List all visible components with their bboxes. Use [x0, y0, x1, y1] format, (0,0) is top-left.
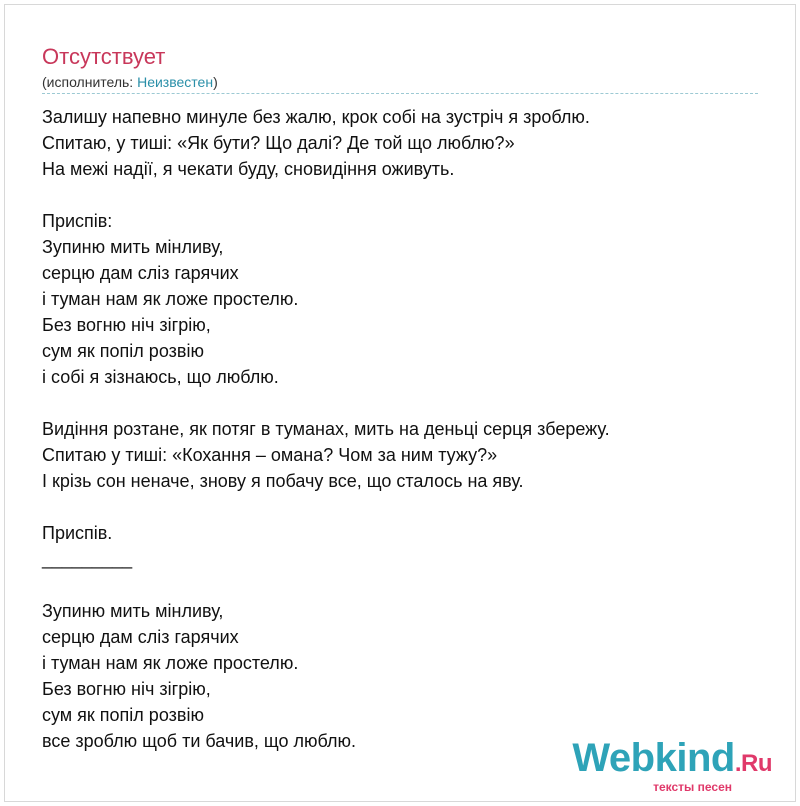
lyrics-line: Залишу напевно минуле без жалю, крок собі на зустріч я зроблю. [42, 107, 590, 127]
song-title: Отсутствует [42, 44, 166, 69]
site-logo[interactable] [572, 736, 772, 794]
lyrics-line: сум як попіл розвію [42, 341, 204, 361]
lyrics-line: Видіння розтане, як потяг в туманах, мить на деньці серця збережу. [42, 419, 610, 439]
lyrics-line: _________ [42, 549, 133, 569]
artist-suffix: ) [213, 74, 218, 90]
lyrics-line: серцю дам сліз гарячих [42, 263, 239, 283]
lyrics-body [42, 104, 772, 754]
lyrics-line: Зупиню мить мінливу, [42, 601, 224, 621]
lyrics-line: На межі надії, я чекати буду, сновидіння оживуть. [42, 159, 455, 179]
logo-tld: .Ru [734, 750, 772, 777]
title-separator [42, 93, 758, 94]
lyrics-line: і туман нам як ложе простелю. [42, 289, 299, 309]
lyrics-line: Зупиню мить мінливу, [42, 237, 224, 257]
lyrics-line: І крізь сон неначе, знову я побачу все, що сталось на яву. [42, 471, 524, 491]
lyrics-line: і собі я зізнаюсь, що люблю. [42, 367, 279, 387]
lyrics-line: Без вогню ніч зігрію, [42, 315, 211, 335]
lyrics-line: Приспів. [42, 523, 113, 543]
lyrics-line: і туман нам як ложе простелю. [42, 653, 299, 673]
logo-wordmark [572, 738, 772, 784]
artist-prefix: (исполнитель: [42, 74, 138, 90]
artist-link[interactable]: Неизвестен [137, 74, 214, 90]
lyrics-line: Спитаю, у тиші: «Як бути? Що далі? Де той що люблю?» [42, 133, 515, 153]
lyrics-blank-line [42, 182, 772, 208]
lyrics-line: Без вогню ніч зігрію, [42, 679, 211, 699]
logo-tagline: тексты песен [653, 780, 732, 794]
lyrics-blank-line [42, 572, 772, 598]
lyrics-blank-line [42, 390, 772, 416]
logo-main-text: Webkind [572, 736, 735, 780]
lyrics-line: сум як попіл розвію [42, 705, 204, 725]
lyrics-line: серцю дам сліз гарячих [42, 627, 239, 647]
artist-line [42, 73, 218, 91]
lyrics-line: Спитаю у тиші: «Кохання – омана? Чом за ним тужу?» [42, 445, 498, 465]
lyrics-blank-line [42, 494, 772, 520]
lyrics-line: Приспів: [42, 211, 113, 231]
lyrics-line: все зроблю щоб ти бачив, що люблю. [42, 731, 357, 751]
